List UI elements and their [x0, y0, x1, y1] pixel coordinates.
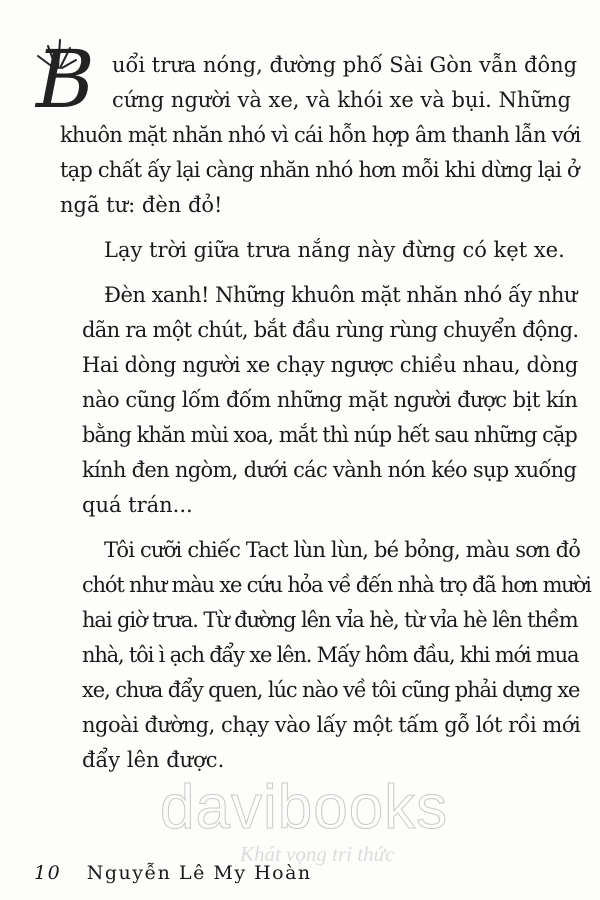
paragraph-4 [60, 533, 591, 778]
author-name: Nguyễn Lê My Hoàn [86, 862, 312, 884]
text-line: Tôi cưỡi chiếc Tact lùn lùn, bé bỏng, màu sơn đỏ [104, 538, 581, 562]
text-line: uổi trưa nóng, đường phố Sài Gòn vẫn đông [112, 53, 578, 77]
text-line: xe, chưa đẩy quen, lúc nào về tôi cũng phải dựng xe [82, 678, 580, 702]
page-footer [34, 862, 312, 884]
watermark-brand: davibooks [160, 773, 449, 842]
text-line: đẩy lên được. [82, 748, 225, 772]
text-line: khuôn mặt nhăn nhó vì cái hỗn hợp âm thanh lẫn với [60, 123, 581, 147]
text-line: quá trán... [82, 493, 193, 517]
paragraph-3 [60, 278, 580, 523]
text-line: nhà, tôi ì ạch đẩy xe lên. Mấy hôm đầu, khi mới mua [82, 643, 579, 667]
watermark-tagline: Khát vọng tri thức [240, 842, 395, 866]
paragraph-1 [60, 48, 580, 223]
text-line: dãn ra một chút, bắt đầu rùng rùng chuyển động. [82, 318, 579, 342]
text-line: cứng người và xe, và khói xe và bụi. Những [112, 88, 571, 112]
text-line: tạp chất ấy lại càng nhăn nhó hơn mỗi khi dừng lại ở [60, 158, 579, 182]
text-line: bằng khăn mùi xoa, mắt thì núp hết sau những cặp [82, 423, 577, 447]
dropcap-letter: B [36, 33, 95, 126]
paragraph-2 [60, 233, 580, 268]
text-line: ngã tư: đèn đỏ! [60, 193, 223, 217]
text-line: Lạy trời giữa trưa nắng này đừng có kẹt xe. [104, 238, 565, 262]
text-line: Hai dòng người xe chạy ngược chiều nhau, dòng [82, 353, 578, 377]
text-line: Đèn xanh! Những khuôn mặt nhăn nhó ấy như [104, 283, 577, 307]
body-text [60, 48, 591, 788]
text-line: nào cũng lốm đốm những mặt người được bịt kín [82, 388, 578, 412]
text-line: hai giờ trưa. Từ đường lên vỉa hè, từ vỉa hè lên thềm [82, 608, 578, 632]
page-number: 10 [34, 862, 62, 884]
text-line: kính đen ngòm, dưới các vành nón kéo sụp xuống [82, 458, 577, 482]
text-line: ngoài đường, chạy vào lấy một tấm gỗ lót rồi mới [82, 713, 581, 737]
text-line: chót như màu xe cứu hỏa về đến nhà trọ đã hơn mười [82, 573, 591, 597]
